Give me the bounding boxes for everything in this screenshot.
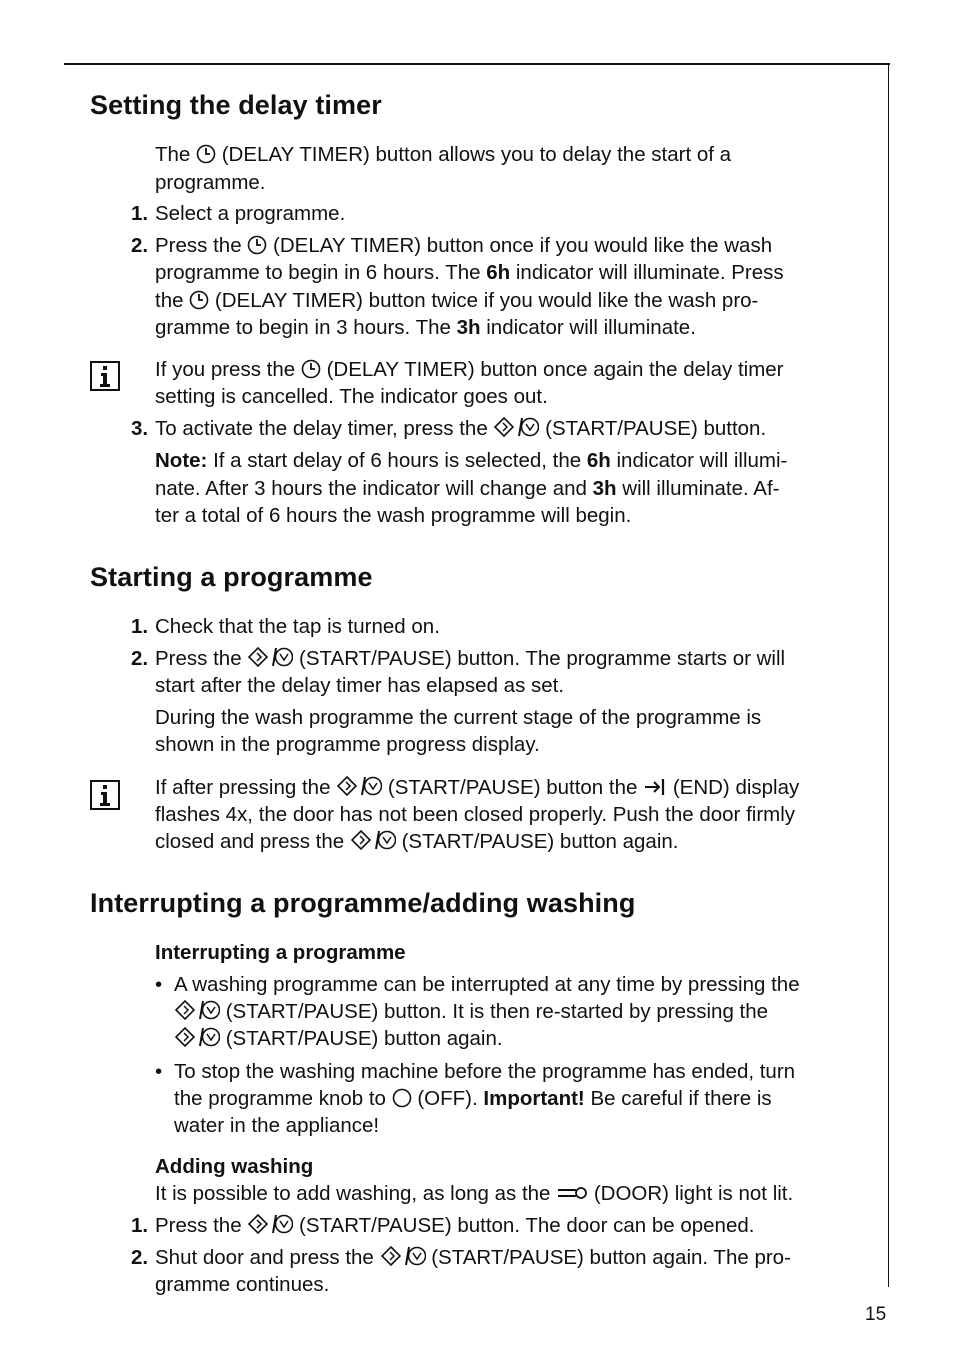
- subheading: Interrupting a programme: [155, 941, 406, 964]
- step-text: the (DELAY TIMER) button twice if you would like the wash pro-: [155, 289, 759, 312]
- bullet-marker: •: [155, 1060, 163, 1083]
- paragraph-line: During the wash programme the current stage of the programme is: [155, 706, 762, 729]
- step-number: 1.: [131, 615, 149, 638]
- clock-icon: [196, 144, 216, 164]
- info-text: setting is cancelled. The indicator goes out.: [155, 385, 548, 408]
- bullet-text: (START/PAUSE) button. It is then re-started by pressing the: [174, 998, 768, 1025]
- step-text: Press the (START/PAUSE) button. The programme starts or will: [155, 647, 786, 670]
- step-text: gramme to begin in 3 hours. The 3h indicator will illuminate.: [155, 316, 696, 339]
- start-pause-icon: [493, 416, 539, 438]
- right-rule: [888, 63, 889, 1287]
- step-text: Press the (DELAY TIMER) button once if you would like the wash: [155, 234, 773, 257]
- info-icon: [90, 361, 120, 391]
- bullet-text: (START/PAUSE) button again.: [174, 1025, 503, 1052]
- step-number: 2.: [131, 1246, 149, 1269]
- step-text: Press the (START/PAUSE) button. The door can be opened.: [155, 1214, 755, 1237]
- start-pause-icon: [174, 999, 220, 1021]
- clock-icon: [247, 235, 267, 255]
- start-pause-icon: [380, 1245, 426, 1267]
- step-text: gramme continues.: [155, 1273, 330, 1296]
- section-title-interrupting: Interrupting a programme/adding washing: [90, 888, 636, 918]
- top-rule: [64, 63, 890, 65]
- info-text: If you press the (DELAY TIMER) button once again the delay timer: [155, 358, 784, 381]
- start-pause-icon: [174, 1026, 220, 1048]
- paragraph-line: It is possible to add washing, as long as the (DOOR) light is not lit.: [155, 1182, 794, 1205]
- bullet-marker: •: [155, 973, 163, 996]
- clock-icon: [301, 359, 321, 379]
- note-text: Note: If a start delay of 6 hours is selected, the 6h indicator will illumi-: [155, 449, 788, 472]
- paragraph-line: shown in the programme progress display.: [155, 733, 540, 756]
- section-title-starting: Starting a programme: [90, 562, 373, 592]
- step-number: 1.: [131, 1214, 149, 1237]
- info-icon: [90, 780, 120, 810]
- end-arrow-icon: [643, 777, 667, 797]
- note-text: nate. After 3 hours the indicator will change and 3h will illuminate. Af-: [155, 477, 780, 500]
- door-key-icon: [556, 1183, 588, 1203]
- step-text: To activate the delay timer, press the (START/PAUSE) button.: [155, 417, 767, 440]
- step-text: Shut door and press the (START/PAUSE) button again. The pro-: [155, 1246, 791, 1269]
- page-number: 15: [865, 1304, 887, 1325]
- paragraph-line: The (DELAY TIMER) button allows you to delay the start of a: [155, 143, 732, 166]
- start-pause-icon: [247, 646, 293, 668]
- step-text: start after the delay timer has elapsed as set.: [155, 674, 565, 697]
- step-number: 2.: [131, 647, 149, 670]
- bullet-text: A washing programme can be interrupted at any time by pressing the: [174, 973, 800, 996]
- step-text: Check that the tap is turned on.: [155, 615, 440, 638]
- start-pause-icon: [247, 1213, 293, 1235]
- info-text: If after pressing the (START/PAUSE) button the (END) display: [155, 776, 800, 799]
- info-text: flashes 4x, the door has not been closed properly. Push the door firmly: [155, 803, 796, 826]
- clock-icon: [189, 290, 209, 310]
- bullet-text: To stop the washing machine before the programme has ended, turn: [174, 1060, 796, 1083]
- step-text: Select a programme.: [155, 202, 346, 225]
- start-pause-icon: [336, 775, 382, 797]
- note-text: ter a total of 6 hours the wash programme will begin.: [155, 504, 632, 527]
- step-text: programme to begin in 6 hours. The 6h indicator will illuminate. Press: [155, 261, 784, 284]
- subheading: Adding washing: [155, 1155, 314, 1178]
- bullet-text: water in the appliance!: [174, 1114, 380, 1137]
- step-number: 1.: [131, 202, 149, 225]
- section-title-delay-timer: Setting the delay timer: [90, 90, 382, 120]
- paragraph-line: programme.: [155, 171, 266, 194]
- off-circle-icon: [392, 1088, 412, 1108]
- bullet-text: the programme knob to (OFF). Important! Be careful if there is: [174, 1087, 772, 1110]
- step-number: 3.: [131, 417, 149, 440]
- start-pause-icon: [350, 829, 396, 851]
- info-text: closed and press the (START/PAUSE) button again.: [155, 830, 679, 853]
- step-number: 2.: [131, 234, 149, 257]
